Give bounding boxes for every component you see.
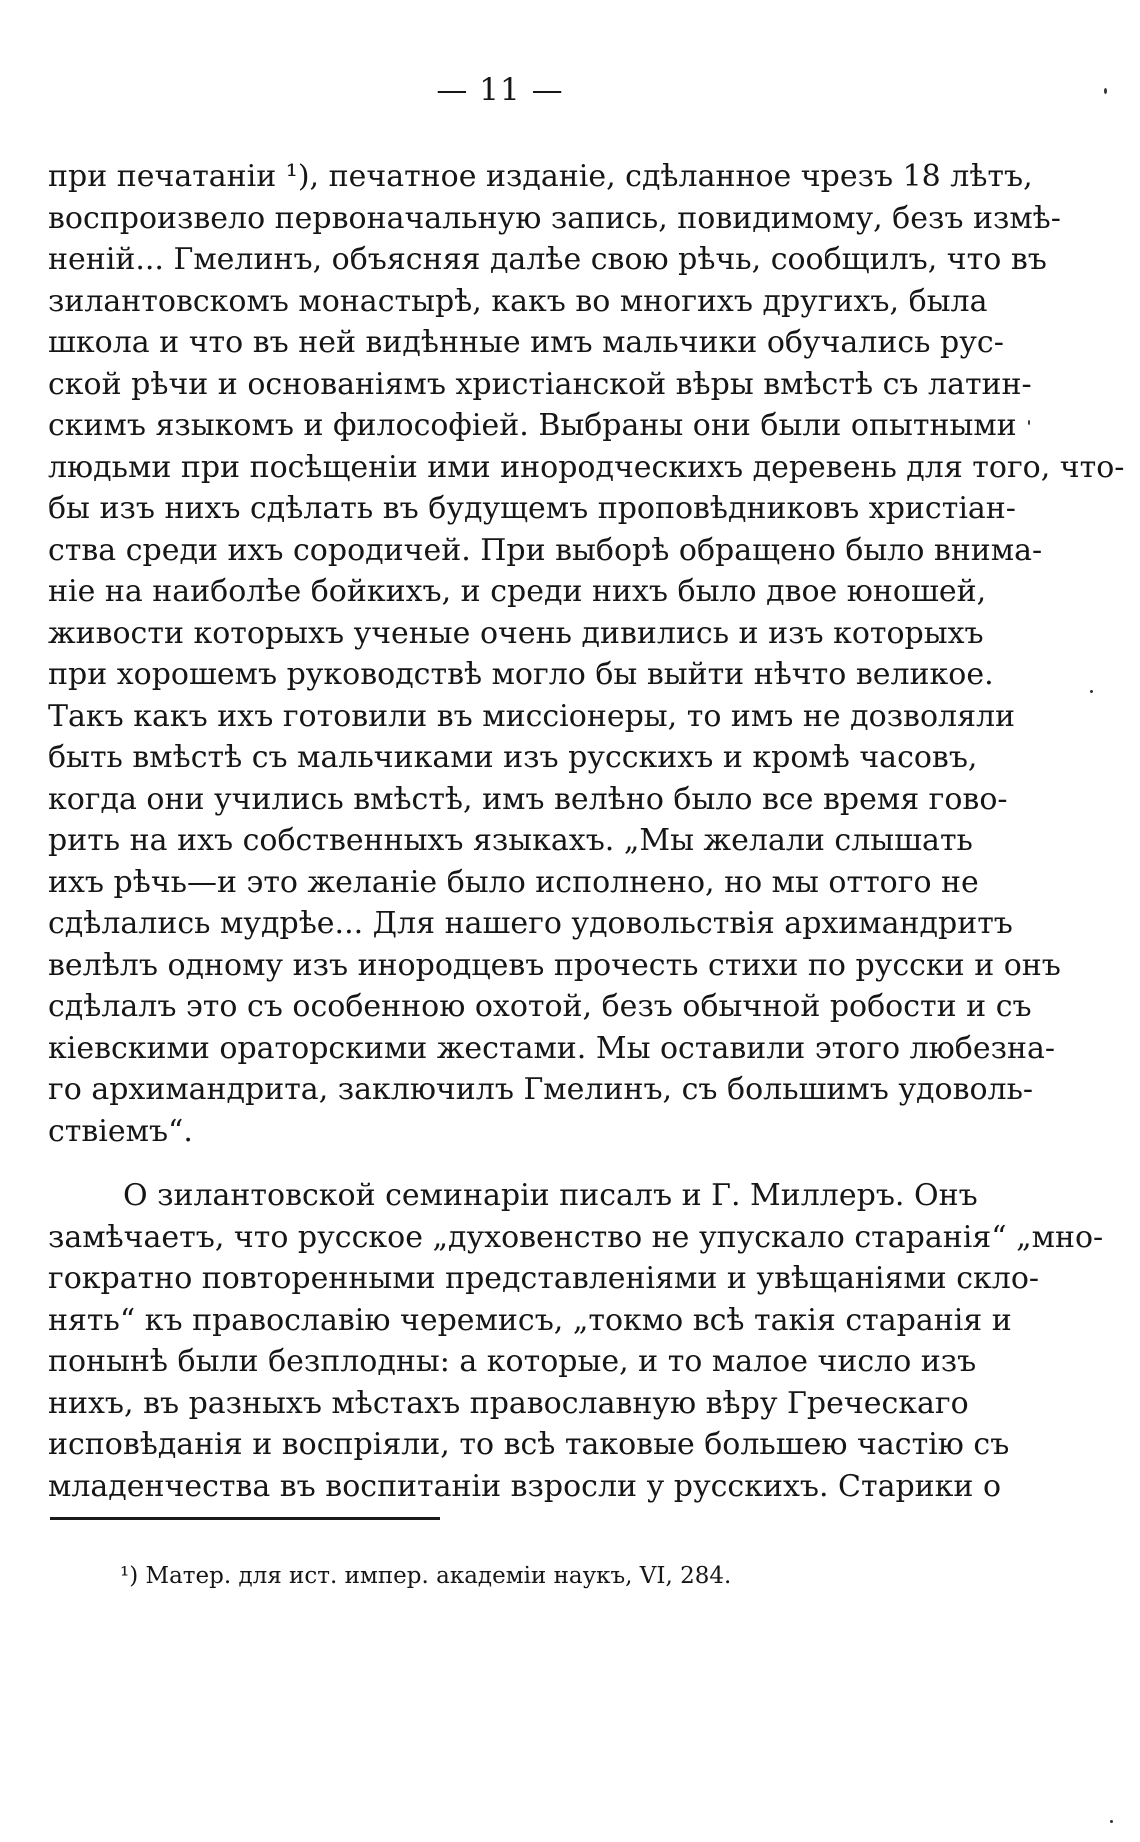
text-line-paragraph-end: ствіемъ“. (48, 1113, 193, 1149)
text-line: кіевскими ораторскими жестами. Мы оставили этого любезна- (48, 1030, 1055, 1066)
scan-speck (1028, 420, 1030, 425)
text-line: когда они учились вмѣстѣ, имъ велѣно было все время гово- (48, 781, 1008, 817)
text-line: людьми при посѣщеніи ими инородческихъ деревень для того, что- (48, 449, 1125, 485)
text-line: ства среди ихъ сородичей. При выборѣ обращено было внима- (48, 532, 1043, 568)
text-line-paragraph-start: О зилантовской семинаріи писалъ и Г. Миллеръ. Онъ (123, 1178, 978, 1213)
text-line: нять“ къ православію черемисъ, „токмо всѣ такія старанія и (48, 1302, 1012, 1338)
text-line: бы изъ нихъ сдѣлать въ будущемъ проповѣдниковъ христіан- (48, 491, 1016, 526)
text-line: школа и что въ ней видѣнные имъ мальчики обучались рус- (48, 325, 1004, 360)
scan-speck (1110, 1820, 1113, 1823)
text-line: зилантовскомъ монастырѣ, какъ во многихъ другихъ, была (48, 283, 988, 319)
paragraph-break (48, 1152, 958, 1175)
text-line: быть вмѣстѣ съ мальчиками изъ русскихъ и кромѣ часовъ, (48, 740, 978, 775)
footnote-marker: ¹) (120, 1563, 139, 1589)
text-line: замѣчаетъ, что русское „духовенство не упускало старанія“ „мно- (48, 1219, 1104, 1255)
text-line: сдѣлались мудрѣе... Для нашего удовольствія архимандритъ (48, 906, 1013, 941)
text-line: воспроизвело первоначальную запись, повидимому, безъ измѣ- (48, 200, 1061, 236)
text-line: при печатаніи ¹), печатное изданіе, сдѣланное чрезъ 18 лѣтъ, (48, 159, 1033, 194)
footnote-divider (50, 1517, 440, 1520)
text-line: при хорошемъ руководствѣ могло бы выйти нѣчто великое. (48, 657, 994, 692)
text-line: Такъ какъ ихъ готовили въ миссіонеры, то имъ не дозволяли (48, 698, 1016, 734)
footnote (120, 1560, 731, 1592)
scan-speck (1104, 88, 1107, 94)
text-line: велѣлъ одному изъ инородцевъ прочесть стихи по русски и онъ (48, 947, 1061, 983)
text-line: скимъ языкомъ и философіей. Выбраны они были опытными (48, 408, 1017, 443)
text-line: младенчества въ воспитаніи взросли у русскихъ. Старики о (48, 1468, 1002, 1504)
text-line: ской рѣчи и основаніямъ христіанской вѣры вмѣстѣ съ латин- (48, 366, 1032, 402)
footnote-text: Матер. для ист. импер. академіи наукъ, VI, 284. (145, 1563, 732, 1589)
text-line: нихъ, въ разныхъ мѣстахъ православную вѣру Греческаго (48, 1385, 969, 1421)
text-line: неній... Гмелинъ, объясняя далѣе свою рѣчь, сообщилъ, что въ (48, 242, 1047, 277)
text-line: го архимандрита, заключилъ Гмелинъ, съ большимъ удоволь- (48, 1072, 1034, 1107)
text-line: рить на ихъ собственныхъ языкахъ. „Мы желали слышать (48, 823, 973, 858)
text-line: гократно повторенными представленіями и увѣщаніями скло- (48, 1261, 1040, 1296)
text-line: живости которыхъ ученые очень дивились и изъ которыхъ (48, 615, 984, 651)
text-line: понынѣ были безплодны: а которые, и то малое число изъ (48, 1344, 977, 1379)
text-line: исповѣданія и воспріяли, то всѣ таковые большею частію съ (48, 1427, 1010, 1462)
text-line: сдѣлалъ это съ особенною охотой, безъ обычной робости и съ (48, 989, 1032, 1024)
page-number: — 11 — (436, 72, 564, 108)
body-text (48, 156, 1125, 1507)
text-line: ніе на наиболѣе бойкихъ, и среди нихъ было двое юношей, (48, 574, 987, 609)
scan-speck (1090, 690, 1093, 693)
text-line: ихъ рѣчь—и это желаніе было исполнено, но мы оттого не (48, 864, 979, 900)
